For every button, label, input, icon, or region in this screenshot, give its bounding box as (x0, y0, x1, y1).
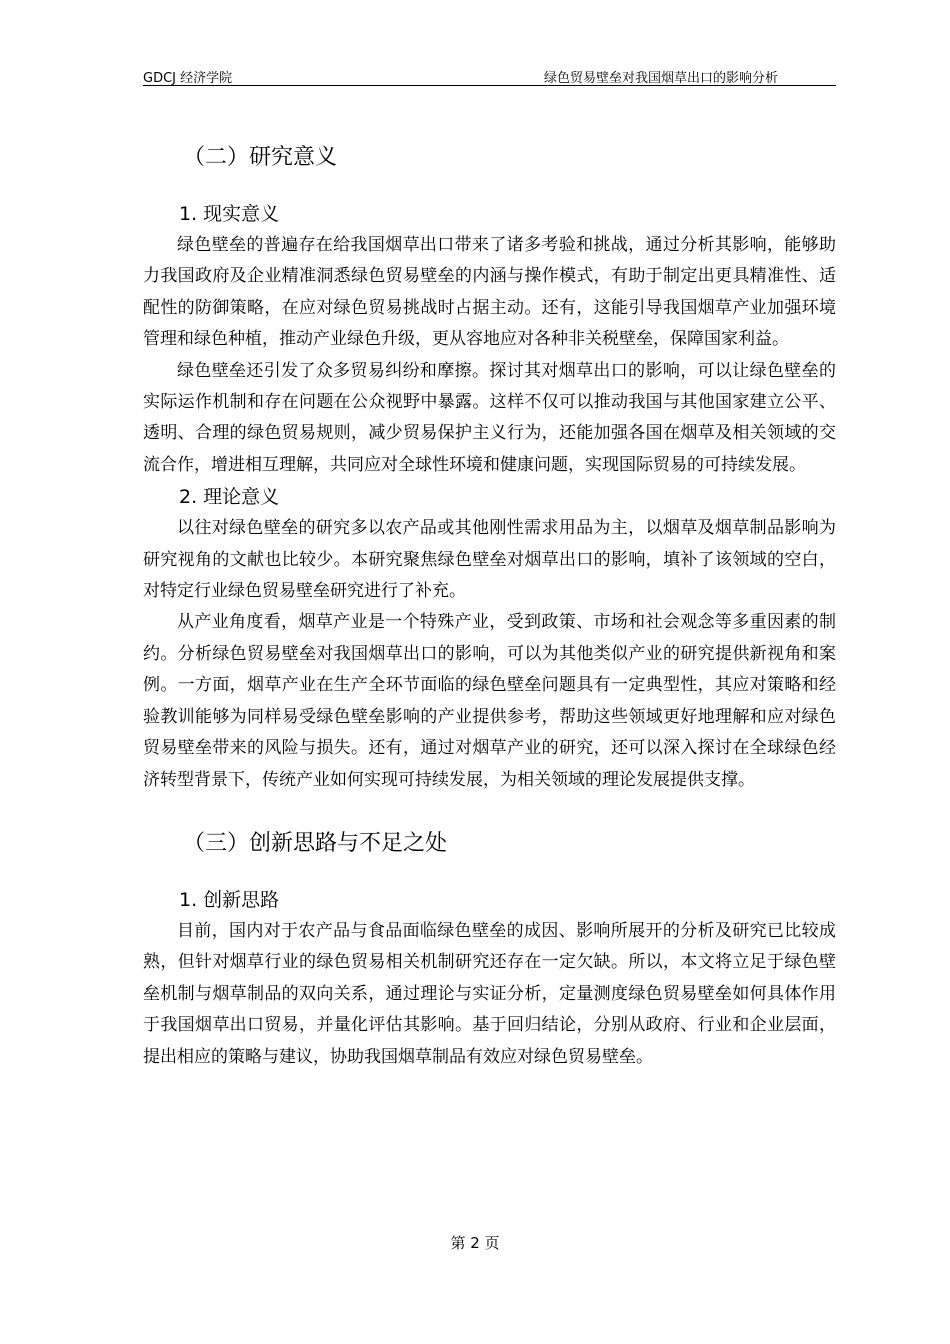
page-number: 第 2 页 (450, 1234, 500, 1252)
running-header (143, 65, 836, 86)
header-institution: GDCJ 经济学院 (143, 71, 233, 86)
subheading-innovation-ideas: 1. 创新思路 (179, 888, 280, 911)
subheading-practical-significance: 1. 现实意义 (179, 203, 280, 225)
paragraph: 目前，国内对于农产品与食品面临绿色壁垒的成因、影响所展开的分析及研究已比较成熟，但针对烟草行业的绿色贸易相关机制研究还存在一定欠缺。所以，本文将立足于绿色壁垒机制与烟草制品的双向关系，通过理论与实证分析，定量测度绿色贸易壁垒如何具体作用于我国烟草出口贸易，并量化评估其影响。基于回归结论，分别从政府、行业和企业层面，提出相应的策略与建议，协助我国烟草制品有效应对绿色贸易壁垒。 (143, 920, 836, 1067)
paragraph: 绿色壁垒还引发了众多贸易纠纷和摩擦。探讨其对烟草出口的影响，可以让绿色壁垒的实际运作机制和存在问题在公众视野中暴露。这样不仅可以推动我国与其他国家建立公平、透明、合理的绿色贸易规则，减少贸易保护主义行为，还能加强各国在烟草及相关领域的交流合作，增进相互理解，共同应对全球性环境和健康问题，实现国际贸易的可持续发展。 (143, 360, 836, 475)
paragraph: 绿色壁垒的普遍存在给我国烟草出口带来了诸多考验和挑战，通过分析其影响，能够助力我国政府及企业精准洞悉绿色贸易壁垒的内涵与操作模式，有助于制定出更具精准性、适配性的防御策略，在应对绿色贸易挑战时占据主动。还有，这能引导我国烟草产业加强环境管理和绿色种植，推动产业绿色升级，更从容地应对各种非关税壁垒，保障国家利益。 (143, 235, 836, 350)
section-heading-research-significance: （二）研究意义 (183, 145, 338, 170)
page-body (143, 140, 836, 1073)
header-paper-title: 绿色贸易壁垒对我国烟草出口的影响分析 (543, 71, 778, 86)
paragraph: 以往对绿色壁垒的研究多以农产品或其他刚性需求用品为主，以烟草及烟草制品影响为研究视角的文献也比较少。本研究聚焦绿色壁垒对烟草出口的影响，填补了该领域的空白，对特定行业绿色贸易壁垒研究进行了补充。 (143, 518, 836, 602)
section-heading-innovation-and-shortcomings: （三）创新思路与不足之处 (183, 830, 448, 856)
subheading-theoretical-significance: 2. 理论意义 (179, 486, 280, 509)
paragraph: 从产业角度看，烟草产业是一个特殊产业，受到政策、市场和社会观念等多重因素的制约。分析绿色贸易壁垒对我国烟草出口的影响，可以为其他类似产业的研究提供新视角和案例。一方面，烟草产业在生产全环节面临的绿色壁垒问题具有一定典型性，其应对策略和经验教训能够为同样易受绿色壁垒影响的产业提供参考，帮助这些领域更好地理解和应对绿色贸易壁垒带来的风险与损失。还有，通过对烟草产业的研究，还可以深入探讨在全球绿色经济转型背景下，传统产业如何实现可持续发展，为相关领域的理论发展提供支撑。 (143, 612, 836, 790)
